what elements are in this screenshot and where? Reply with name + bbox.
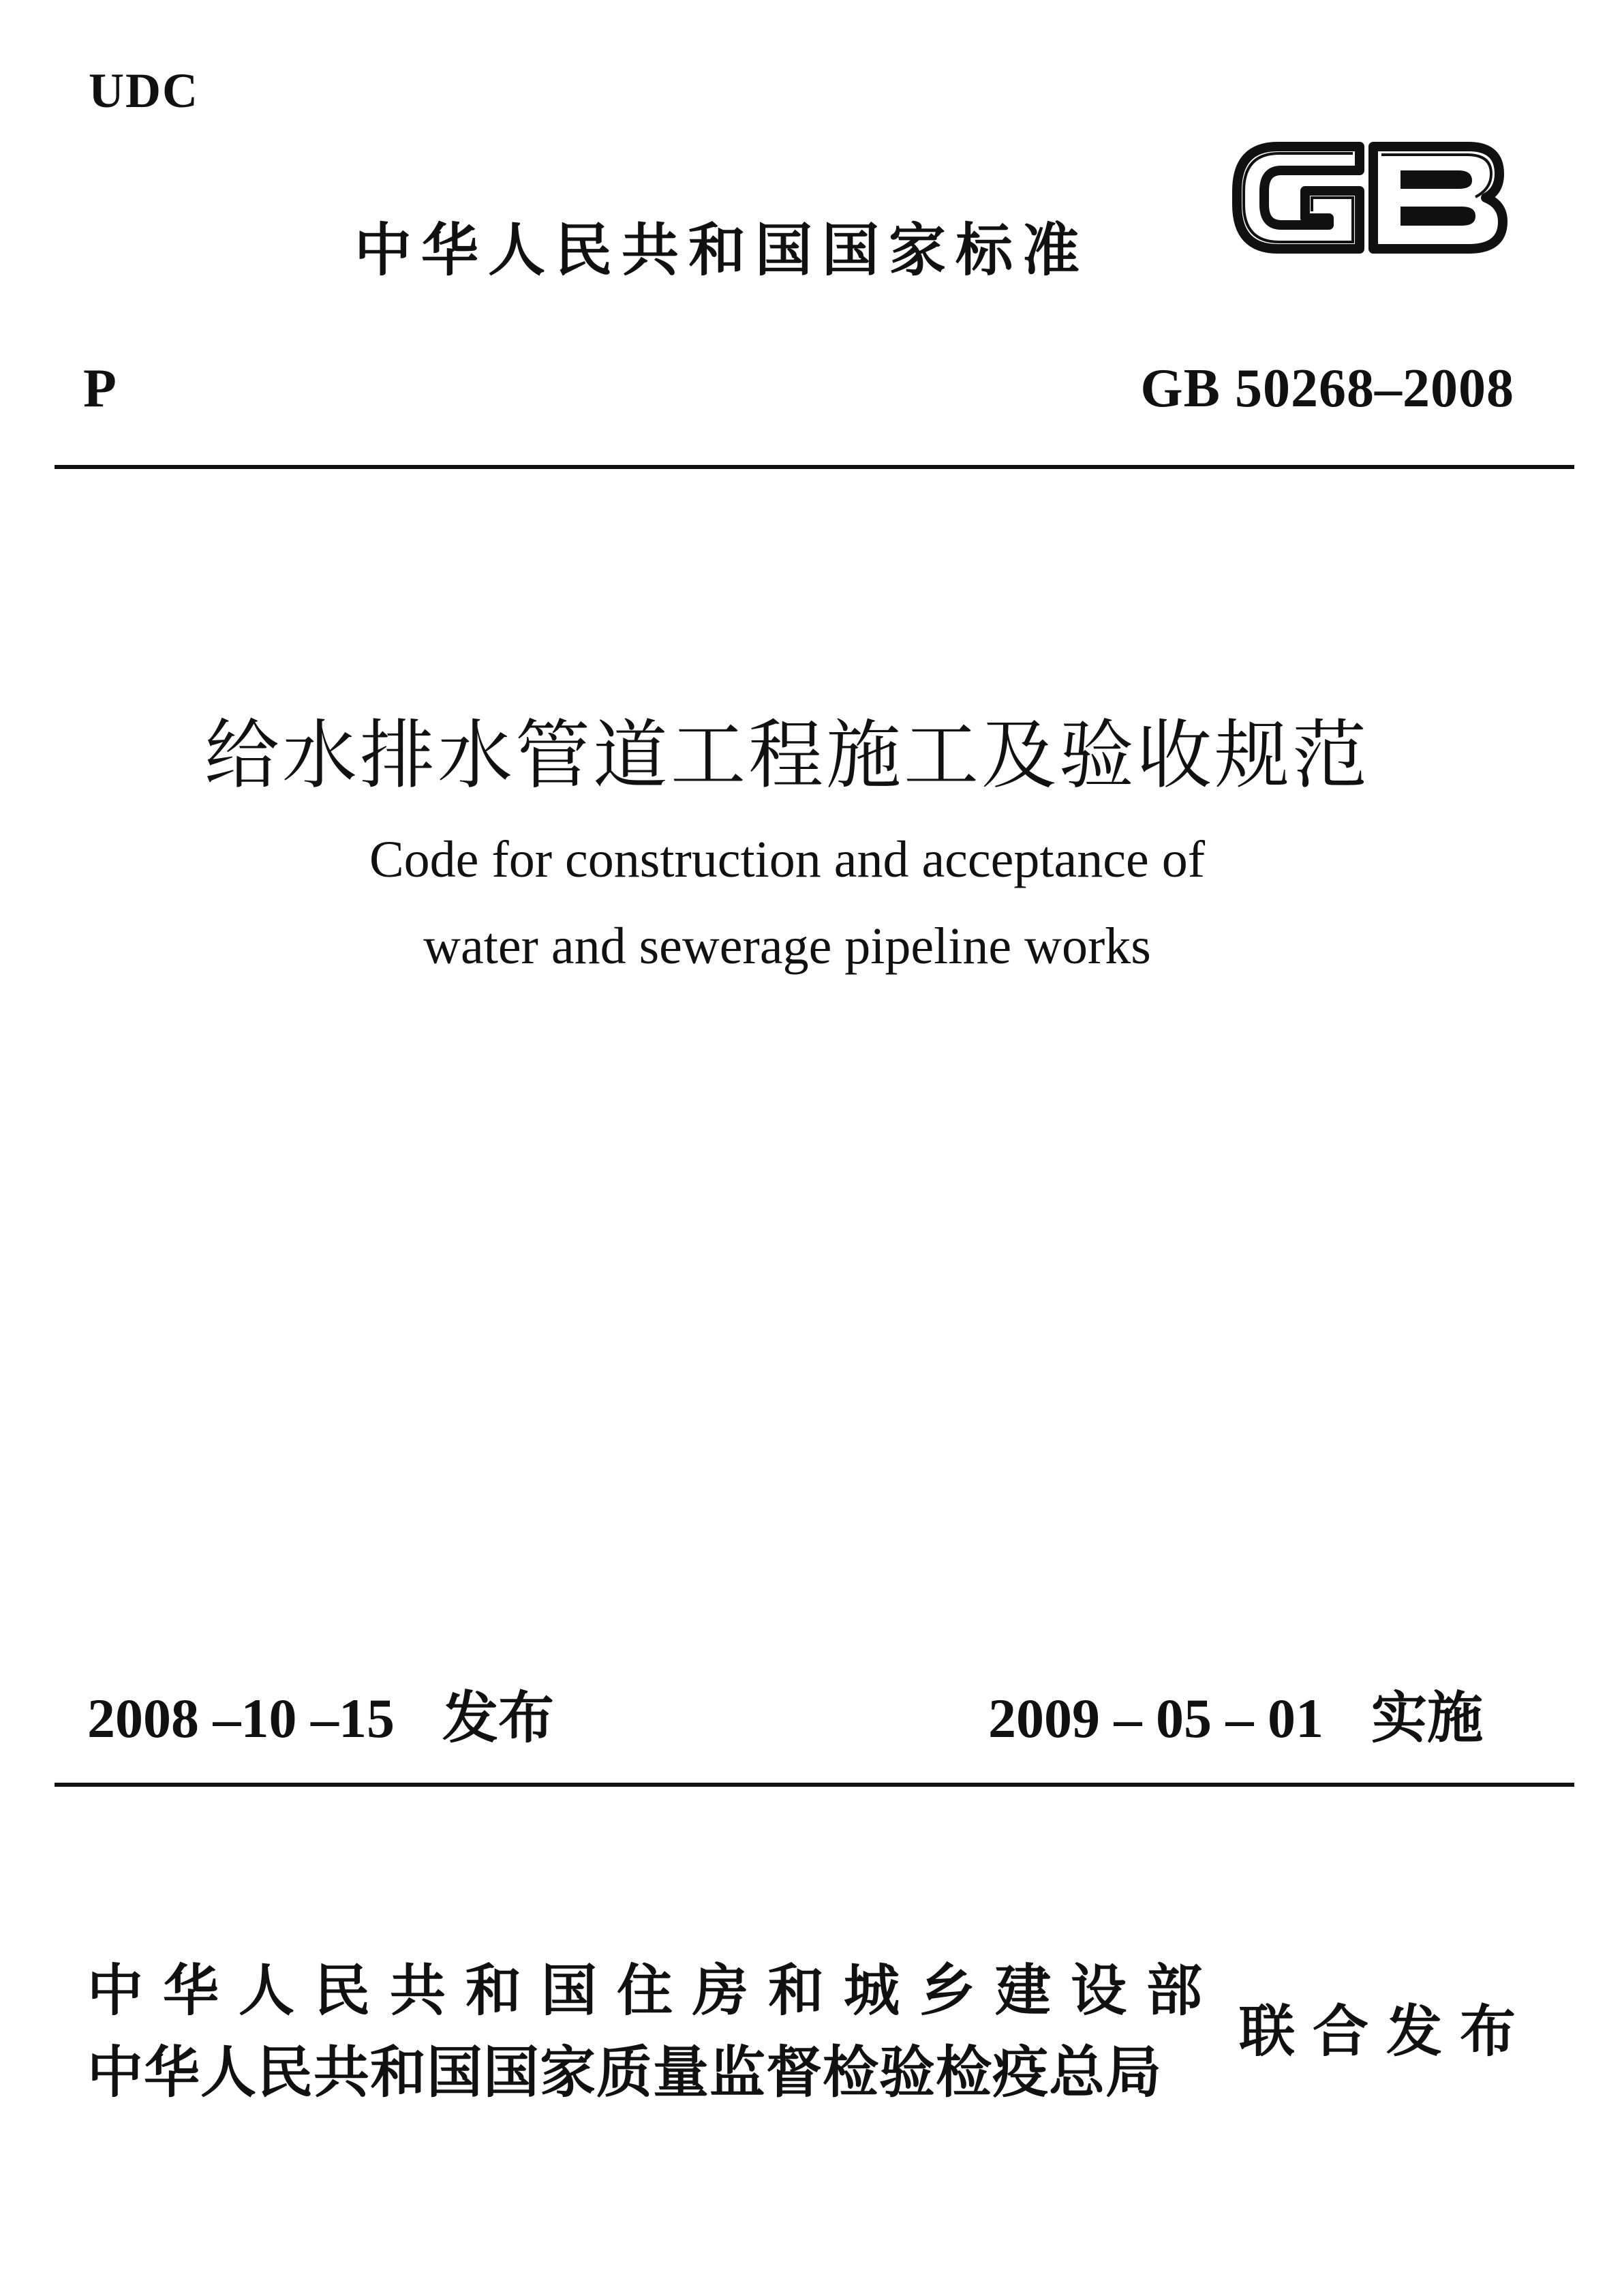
divider-bottom bbox=[55, 1783, 1574, 1787]
implement-label: 实施 bbox=[1371, 1686, 1484, 1751]
title-chinese: 给水排水管道工程施工及验收规范 bbox=[204, 712, 1370, 799]
issue-date: 2008 –10 –15 bbox=[87, 1687, 395, 1749]
classification-code: P bbox=[83, 359, 117, 419]
issue-label: 发布 bbox=[442, 1686, 555, 1751]
implement-date-block bbox=[988, 1674, 1483, 1753]
issue-date-block bbox=[87, 1674, 554, 1753]
title-english-line2: water and sewerage pipeline works bbox=[423, 918, 1151, 975]
title-english-line1: Code for construction and acceptance of bbox=[369, 831, 1206, 888]
national-standard-heading: 中华人民共和国国家标准 bbox=[354, 217, 1090, 284]
issuer-aqsiq: 中华人民共和国国家质量监督检验检疫总局 bbox=[87, 2040, 1163, 2105]
gb-logo bbox=[1223, 126, 1516, 269]
standard-number: GB 50268–2008 bbox=[1140, 359, 1514, 419]
divider-top bbox=[55, 465, 1574, 469]
implement-date: 2009 – 05 – 01 bbox=[988, 1687, 1323, 1749]
joint-issue-label: 联合发布 bbox=[1239, 1999, 1534, 2064]
udc-label: UDC bbox=[89, 63, 199, 118]
issuer-ministry-housing: 中华人民共和国住房和城乡建设部 bbox=[87, 1959, 1223, 2023]
